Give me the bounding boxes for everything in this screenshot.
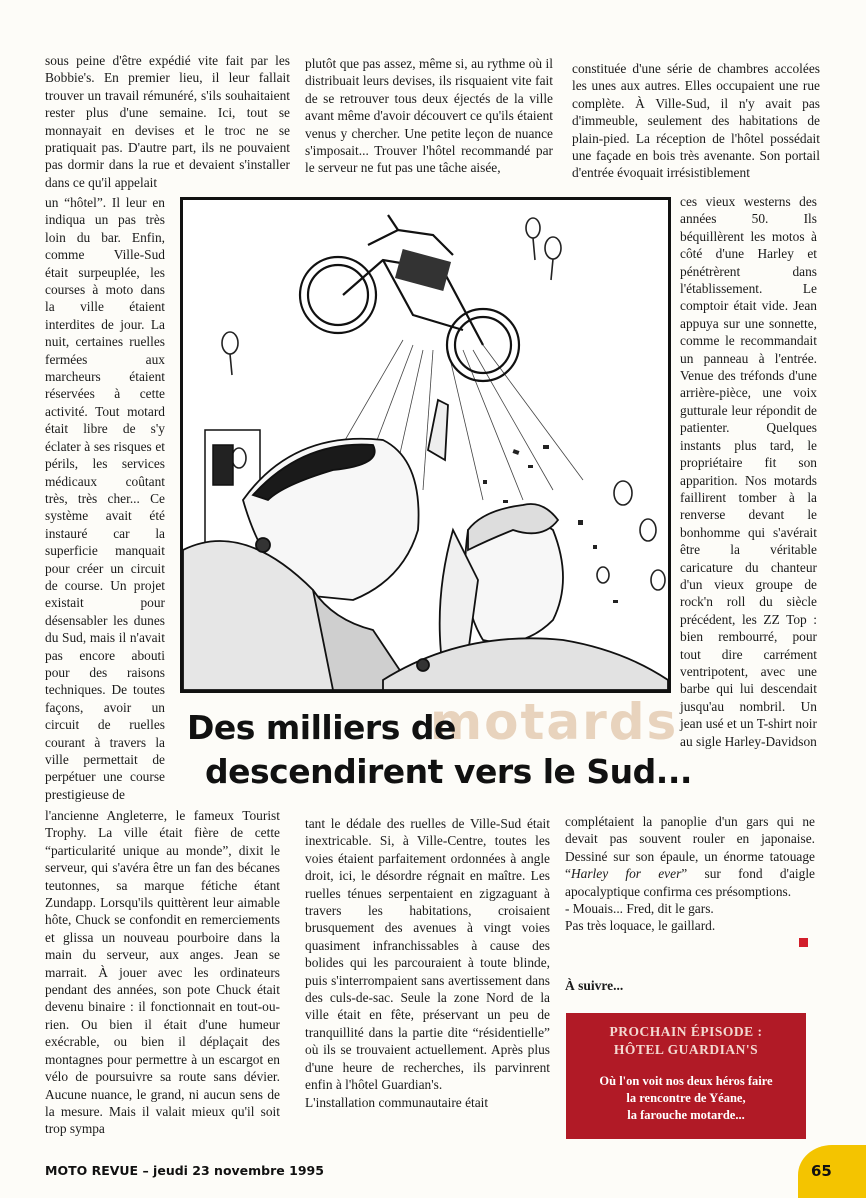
article-column-3-bottom (565, 813, 815, 935)
dialogue-line-1: - Mouais... Fred, dit le gars. (565, 901, 714, 917)
article-column-3-wrap: ces vieux westerns des années 50. Ils béquillèrent les motos à côté d'une Harley et pénétrèrent dans l'établissement. Le comptoir était vide. Jean appuya sur une sonnette, comme le recommandait un panneau à l'entrée. Venue des tréfonds d'une arrière-pièce, une voix gutturale leur répondit de patienter. Quelques instants plus tard, le propriétaire fit son apparition. Nos motards faillirent tomber à la renverse devant le bonhomme qui s'avérait être la véritable caricature du chanteur d'un vieux groupe de rock'n roll du siècle précédent, les ZZ Top : bien rembourré, pour tout dire carrément ventripotent, avec une barbe qui lui descendait jusqu'au nombril. Un jean usé et un T-shirt noir au sigle Harley-Davidson (680, 194, 817, 749)
article-column-1-wrap: un “hôtel”. Il leur en indiqua un pas très loin du bar. Enfin, comme Ville-Sud était surpeuplée, les courses à moto dans la ville étaient interdites de jour. La nuit, certaines ruelles fermées aux marcheurs étaient réservées à cette activité. Tout motard était libre de s'y éclater à ses risques et périls, les services médicaux coûtant très, très cher... Ce système avait été instauré car la superficie manquait pour créer un circuit de course. Un projet existait pour désensabler les dunes du Sud, mais il n'avait pas encore abouti pour des raisons techniques. De toutes façons, avoir un circuit de ruelles courant à travers la ville permettait de perpétuer une course prestigieuse de (45, 195, 165, 802)
comic-illustration (180, 197, 671, 693)
next-episode-desc-line-3: la farouche motarde... (627, 1108, 745, 1122)
headline-line-2: descendirent vers le Sud... (205, 752, 692, 791)
watermark-text: motards (430, 693, 679, 751)
next-episode-title-2: HÔTEL GUARDIAN'S (613, 1042, 759, 1057)
footer-publication: MOTO REVUE – jeudi 23 novembre 1995 (45, 1163, 324, 1178)
next-episode-box (566, 1013, 806, 1139)
next-episode-desc-line-2: la rencontre de Yéane, (626, 1091, 746, 1105)
page-number-tab (798, 1145, 866, 1198)
next-episode-title-1: PROCHAIN ÉPISODE : (609, 1024, 763, 1039)
headline-line-1: Des milliers de (187, 708, 456, 747)
article-column-1-bottom: l'ancienne Angleterre, le fameux Tourist Trophy. La ville était fière de cette “particularité unique au monde”, dixit le serveur, qui s'avéra être un fan des bécanes teutonnes, sa marque fétiche étant Zundapp. Lorsqu'ils quittèrent leur aimable hôte, Chuck se confondit en remerciements et glissa un nouveau pourboire dans la main du serveur, aux anges. Jean se marrait. À jouer avec les ordinateurs pendant des années, son pote Chuck était devenu binaire : il fonctionnait en tout-ou-rien. Ou bien il était d'une humeur exécrable, ou bien il déplaçait des montagnes pour permettre à un escargot en vélo de poursuivre sa route sans dévier. Aucune nuance, le grand, ni aucun sens de la mesure. Mais il valait mieux qu'il soit trop sympa (45, 808, 280, 1137)
next-episode-desc-line-1: Où l'on voit nos deux héros faire (599, 1074, 773, 1088)
col3-text-post: ” sur fond d'aigle apocalyptique confirma ces présomptions. (565, 866, 815, 899)
page-number: 65 (811, 1162, 832, 1180)
article-column-2-top: plutôt que pas assez, même si, au rythme où il distribuait leurs devises, ils risquaient vite fait de se retrouver tous deux éjectés de la ville avant même d'avoir découvert ce qu'ils étaient venus y chercher. Une petite leçon de nuance s'imposait... Trouver l'hôtel recommandé par le serveur ne fut pas une tâche aisée, (305, 56, 553, 176)
to-be-continued: À suivre... (565, 978, 624, 993)
article-column-3-top: constituée d'une série de chambres accolées les unes aux autres. Elles occupaient une rue complète. À Ville-Sud, il n'y avait pas d'immeuble, seulement des habitations de plain-pied. La réception de l'hôtel possédait une façade en bois très avenante. Son portail d'entrée évoquait irrésistiblement (572, 61, 820, 181)
col3-text-pre: complétaient la panoplie d'un gars qui ne devait pas souvent rouler en japonaise. Dessiné sur son épaule, un énorme tatouage “ (565, 814, 815, 882)
end-of-article-marker (799, 938, 808, 947)
article-column-1-top: sous peine d'être expédié vite fait par les Bobbie's. En premier lieu, il leur fallait trouver un travail rémunéré, s'ils souhaitaient rester plus d'une semaine. Ici, tout se monnayait en devises et le troc ne se pratiquait pas. D'autre part, ils ne pouvaient pas dormir dans la rue et devaient s'installer dans ce qu'il appelait (45, 53, 290, 190)
illustration-drawing (183, 200, 668, 690)
dialogue-line-2: Pas très loquace, le gaillard. (565, 918, 716, 934)
next-episode-description (566, 1073, 806, 1124)
tattoo-quote: Harley for ever (570, 866, 682, 882)
article-column-2-bottom: tant le dédale des ruelles de Ville-Sud était inextricable. Si, à Ville-Centre, toutes les voies étaient parfaitement ordonnées à angle droit, ici, le désordre régnait en maître. Les ruelles ténues serpentaient en zigzaguant à travers les habitations, croisaient brusquement des avenues à vingt voies quasiment infranchissables à cause des bolides qui les parcouraient à toute blinde, puis s'interrompaient sans avertissement dans des culs-de-sac. Seule la zone Nord de la ville était en fête, préservant un peu de tranquillité dans la partie dite “résidentielle” où ils se trouvaient actuellement. Après plus d'une heure de recherches, ils parvinrent enfin à l'hôtel Guardian's. L'installation communautaire était (305, 816, 550, 1110)
